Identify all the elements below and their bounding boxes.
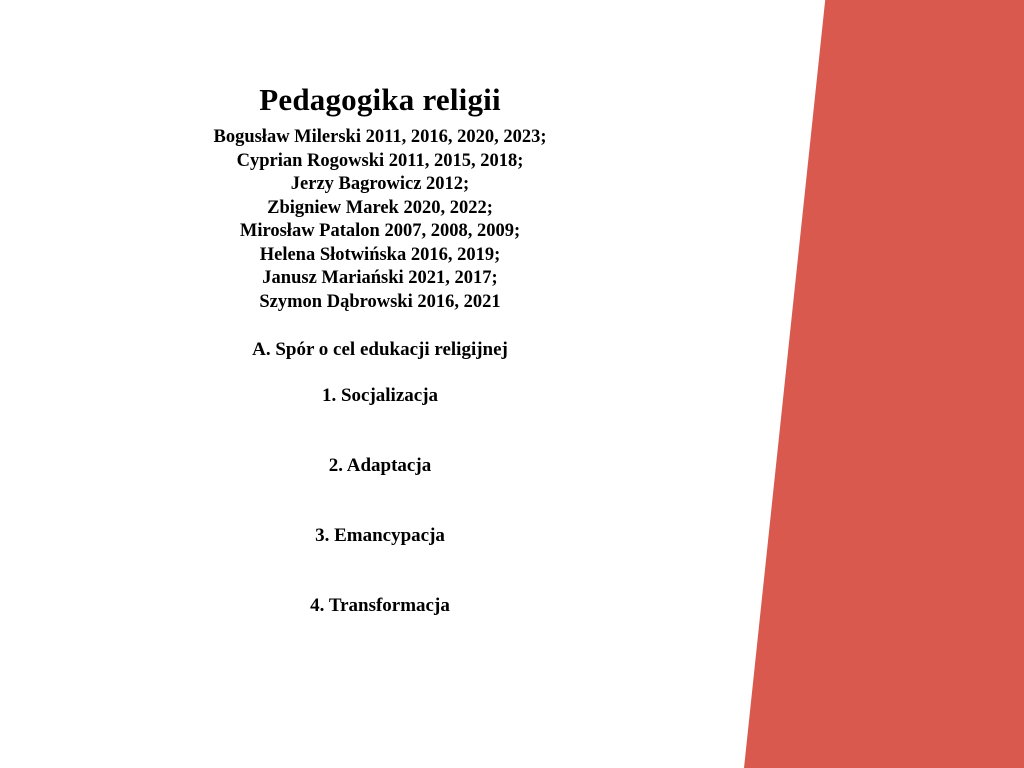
author-list-item: Janusz Mariański 2021, 2017; <box>262 268 498 288</box>
author-list-item: Cyprian Rogowski 2011, 2015, 2018; <box>236 150 524 171</box>
list-item: 2. Adaptacja <box>328 455 432 476</box>
numbered-point-list <box>0 384 760 664</box>
list-item: 1. Socjalizacja <box>321 385 439 406</box>
author-list-item: Bogusław Milerski 2011, 2016, 2020, 2023; <box>213 127 547 147</box>
page-title: Pedagogika religii <box>259 82 501 117</box>
author-list-item: Szymon Dąbrowski 2016, 2021 <box>259 291 501 312</box>
list-item: 3. Emancypacja <box>315 525 445 546</box>
author-list-item: Helena Słotwińska 2016, 2019; <box>259 244 501 265</box>
section-heading: A. Spór o cel edukacji religijnej <box>252 339 508 360</box>
author-list <box>0 126 760 314</box>
author-list-item: Mirosław Patalon 2007, 2008, 2009; <box>239 221 521 241</box>
decorative-red-shape <box>744 0 1024 768</box>
author-list-item: Zbigniew Marek 2020, 2022; <box>267 197 493 218</box>
author-list-item: Jerzy Bagrowicz 2012; <box>290 174 470 194</box>
list-item: 4. Transformacja <box>310 595 450 616</box>
